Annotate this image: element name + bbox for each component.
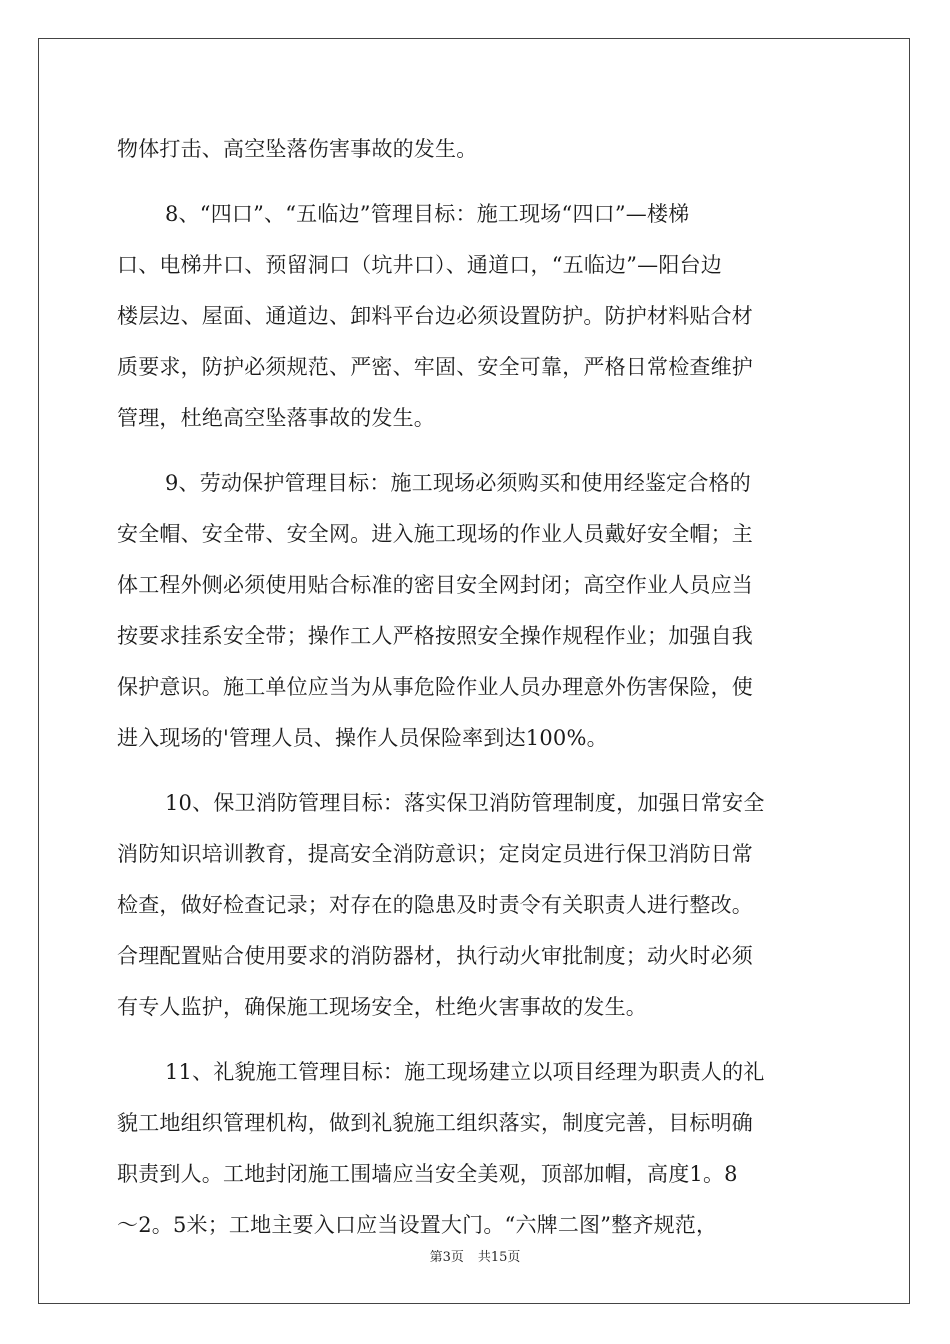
text-line: 管理，杜绝高空坠落事故的发生。 — [117, 406, 435, 430]
text-line: 安全帽、安全带、安全网。进入施工现场的作业人员戴好安全帽；主 — [117, 522, 753, 546]
paragraph-item-10 — [117, 778, 837, 1033]
text-line: 进入现场的'管理人员、操作人员保险率到达100%。 — [117, 726, 608, 750]
text-line: 合理配置贴合使用要求的消防器材，执行动火审批制度；动火时必须 — [117, 944, 753, 968]
paragraph-item-9 — [117, 458, 837, 764]
document-body — [117, 124, 837, 1251]
paragraph-item-11 — [117, 1047, 837, 1251]
text-line: 10、保卫消防管理目标：落实保卫消防管理制度，加强日常安全 — [165, 791, 765, 815]
text-line: 消防知识培训教育，提高安全消防意识；定岗定员进行保卫消防日常 — [117, 842, 753, 866]
page-number: 第3页 — [429, 1250, 464, 1265]
text-line: 保护意识。施工单位应当为从事危险作业人员办理意外伤害保险，使 — [117, 675, 753, 699]
text-line: 物体打击、高空坠落伤害事故的发生。 — [117, 137, 478, 161]
text-line: 检查，做好检查记录；对存在的隐患及时责令有关职责人进行整改。 — [117, 893, 753, 917]
paragraph-continuation — [117, 124, 837, 175]
text-line: 楼层边、屋面、通道边、卸料平台边必须设置防护。防护材料贴合材 — [117, 304, 753, 328]
text-line: 按要求挂系安全带；操作工人严格按照安全操作规程作业；加强自我 — [117, 624, 753, 648]
text-line: 有专人监护，确保施工现场安全，杜绝火害事故的发生。 — [117, 995, 647, 1019]
page-total: 共15页 — [477, 1250, 521, 1265]
text-line: 9、劳动保护管理目标：施工现场必须购买和使用经鉴定合格的 — [165, 471, 751, 495]
text-line: 职责到人。工地封闭施工围墙应当安全美观，顶部加帽，高度1。8 — [117, 1162, 738, 1186]
text-line: 体工程外侧必须使用贴合标准的密目安全网封闭；高空作业人员应当 — [117, 573, 753, 597]
text-line: 质要求，防护必须规范、严密、牢固、安全可靠，严格日常检查维护 — [117, 355, 753, 379]
text-line: 11、礼貌施工管理目标：施工现场建立以项目经理为职责人的礼 — [165, 1060, 765, 1084]
paragraph-item-8 — [117, 189, 837, 444]
page-footer — [0, 1246, 950, 1265]
text-line: 8、“四口”、“五临边”管理目标：施工现场“四口”—楼梯 — [165, 202, 690, 226]
text-line: ～2。5米；工地主要入口应当设置大门。“六牌二图”整齐规范， — [117, 1213, 718, 1237]
text-line: 貌工地组织管理机构，做到礼貌施工组织落实，制度完善，目标明确 — [117, 1111, 753, 1135]
text-line: 口、电梯井口、预留洞口（坑井口）、通道口，“五临边”—阳台边 — [117, 253, 722, 277]
